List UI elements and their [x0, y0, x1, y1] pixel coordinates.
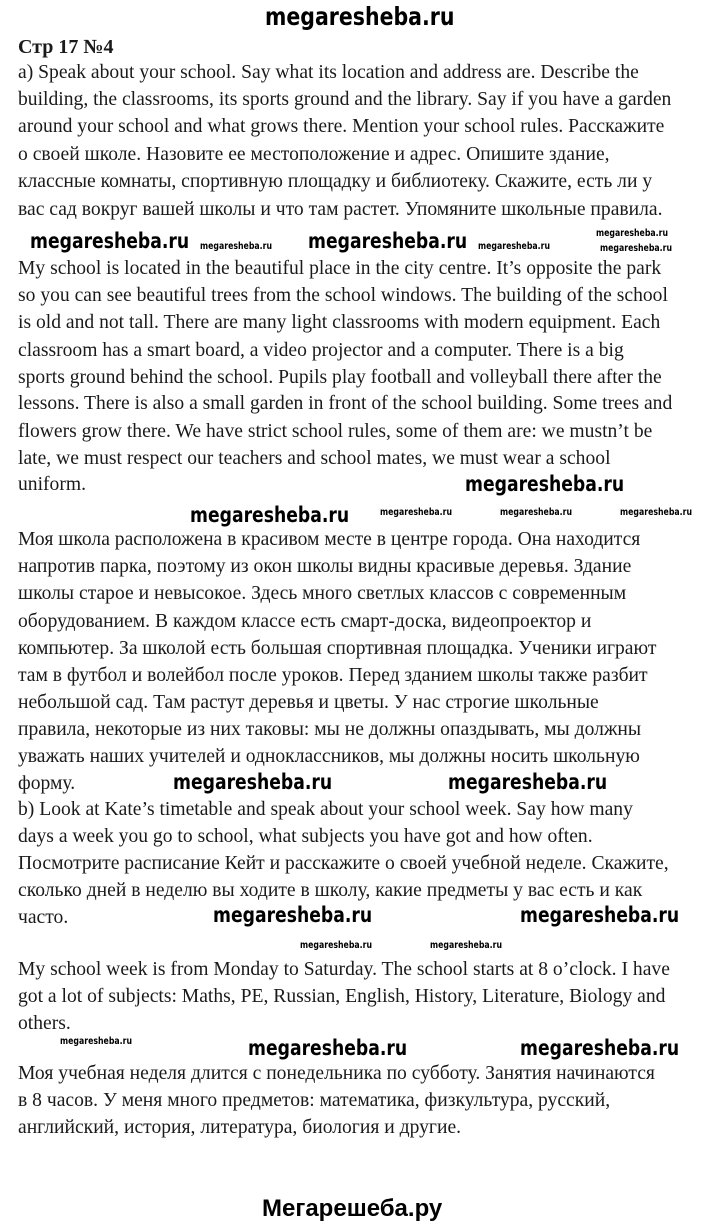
- paragraph-2-line: flowers grow there. We have strict school rules, some of them are: we mustn’t be: [18, 421, 653, 442]
- paragraph-3-line: там в футбол и волейбол после уроков. Перед зданием школы также разбит: [18, 665, 648, 686]
- watermark-text: megaresheba.ru: [620, 507, 693, 518]
- paragraph-1-line: вас сад вокруг вашей школы и что там растет. Упомяните школьные правила.: [18, 199, 663, 220]
- watermark-text: megaresheba.ru: [596, 228, 669, 239]
- paragraph-3-line: компьютер. За школой есть большая спортивная площадка. Ученики играют: [18, 638, 657, 659]
- paragraph-4-line: Посмотрите расписание Кейт и расскажите о своей учебной неделе. Скажите,: [18, 853, 669, 874]
- paragraph-1-line: around your school and what grows there. Mention your school rules. Расскажите: [18, 116, 665, 137]
- page-title: Стр 17 №4: [18, 36, 114, 58]
- paragraph-5-line: got a lot of subjects: Maths, PE, Russian, English, History, Literature, Biology and: [18, 986, 666, 1007]
- paragraph-2-line: late, we must respect our teachers and school mates, we must wear a school: [18, 448, 611, 469]
- paragraph-4-line: часто.: [18, 907, 69, 928]
- paragraph-2-line: lessons. There is also a small garden in front of the school building. Some trees and: [18, 393, 673, 414]
- header-watermark: megaresheba.ru: [265, 2, 455, 31]
- watermark-text: megaresheba.ru: [430, 940, 503, 951]
- watermark-text: megaresheba.ru: [380, 507, 453, 518]
- paragraph-2-line: so you can see beautiful trees from the school windows. The building of the school: [18, 285, 668, 306]
- watermark-text: megaresheba.ru: [520, 903, 680, 927]
- watermark-text: megaresheba.ru: [308, 229, 468, 253]
- paragraph-2-line: is old and not tall. There are many light classrooms with modern equipment. Each: [18, 312, 661, 333]
- paragraph-4-line: b) Look at Kate’s timetable and speak about your school week. Say how many: [18, 799, 633, 820]
- paragraph-3-line: форму.: [18, 773, 76, 794]
- watermark-text: megaresheba.ru: [478, 241, 551, 252]
- paragraph-6-line: в 8 часов. У меня много предметов: математика, физкультура, русский,: [18, 1090, 611, 1111]
- paragraph-4-line: сколько дней в неделю вы ходите в школу, какие предметы у вас есть и как: [18, 880, 643, 901]
- paragraph-3-line: правила, некоторые из них таковы: мы не должны опаздывать, мы должны: [18, 719, 642, 740]
- paragraph-3-line: Моя школа расположена в красивом месте в центре города. Она находится: [18, 529, 641, 550]
- watermark-text: megaresheba.ru: [465, 472, 625, 496]
- paragraph-3-line: оборудованием. В каждом классе есть смарт-доска, видеопроектор и: [18, 611, 592, 632]
- paragraph-3-line: небольшой сад. Там растут деревья и цветы. У нас строгие школьные: [18, 692, 599, 713]
- watermark-text: megaresheba.ru: [173, 770, 333, 794]
- paragraph-3-line: уважать наших учителей и одноклассников, мы должны носить школьную: [18, 746, 640, 767]
- paragraph-4-line: days a week you go to school, what subjects you have got and how often.: [18, 826, 593, 847]
- paragraph-1-line: building, the classrooms, its sports ground and the library. Say if you have a garden: [18, 89, 672, 110]
- watermark-text: megaresheba.ru: [500, 507, 573, 518]
- watermark-text: megaresheba.ru: [30, 229, 190, 253]
- watermark-text: megaresheba.ru: [300, 940, 373, 951]
- watermark-text: megaresheba.ru: [520, 1036, 680, 1060]
- paragraph-3-line: школы старое и невысокое. Здесь много светлых классов с современным: [18, 583, 627, 604]
- paragraph-6-line: Моя учебная неделя длится с понедельника по субботу. Занятия начинаются: [18, 1063, 655, 1084]
- paragraph-2-line: classroom has a smart board, a video projector and a computer. There is a big: [18, 340, 624, 361]
- watermark-text: megaresheba.ru: [600, 243, 673, 254]
- paragraph-1-line: о своей школе. Назовите ее местоположение и адрес. Опишите здание,: [18, 144, 610, 165]
- watermark-text: megaresheba.ru: [200, 241, 273, 252]
- paragraph-2-line: My school is located in the beautiful place in the city centre. It’s opposite the park: [18, 258, 662, 279]
- paragraph-3-line: напротив парка, поэтому из окон школы видны красивые деревья. Здание: [18, 556, 632, 577]
- paragraph-5-line: My school week is from Monday to Saturday. The school starts at 8 o’clock. I have: [18, 959, 670, 980]
- watermark-text: megaresheba.ru: [190, 503, 350, 527]
- paragraph-5-line: others.: [18, 1013, 71, 1034]
- paragraph-2-line: uniform.: [18, 474, 87, 495]
- paragraph-2-line: sports ground behind the school. Pupils play football and volleyball there after the: [18, 367, 662, 388]
- watermark-text: megaresheba.ru: [213, 903, 373, 927]
- paragraph-6-line: английский, история, литература, биология и другие.: [18, 1117, 462, 1138]
- watermark-text: megaresheba.ru: [248, 1036, 408, 1060]
- paragraph-1-line: классные комнаты, спортивную площадку и библиотеку. Скажите, есть ли у: [18, 171, 653, 192]
- footer-watermark: Мегарешеба.ру: [262, 1195, 443, 1222]
- watermark-text: megaresheba.ru: [448, 770, 608, 794]
- watermark-text: megaresheba.ru: [60, 1036, 133, 1047]
- paragraph-1-line: a) Speak about your school. Say what its location and address are. Describe the: [18, 62, 639, 83]
